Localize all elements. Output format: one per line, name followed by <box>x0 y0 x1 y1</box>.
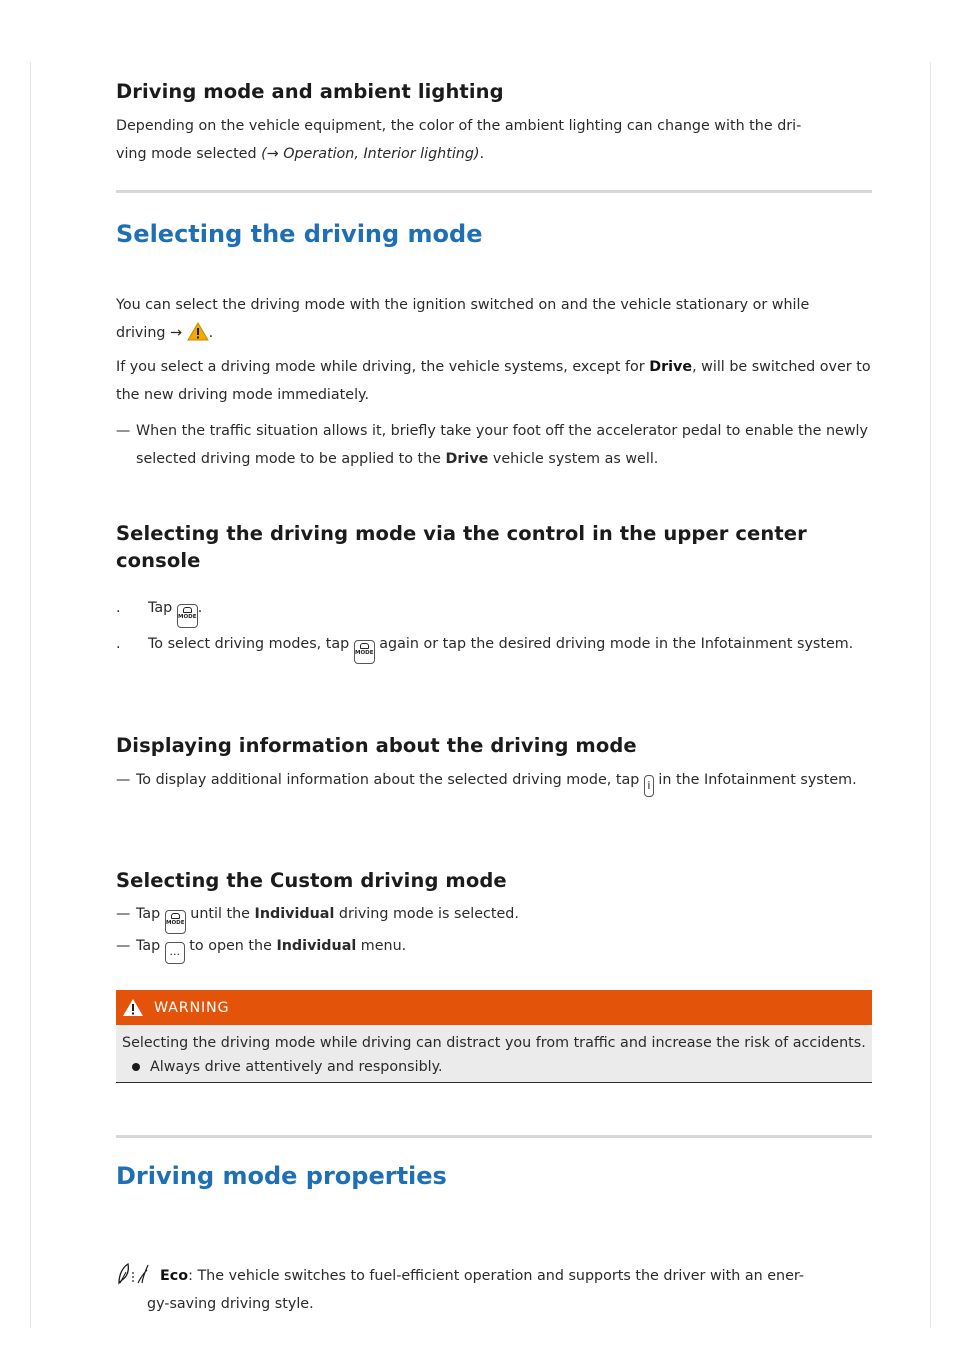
eco-mode-icon <box>116 1262 150 1286</box>
dash-marker: — <box>116 772 131 788</box>
step2-text-b: again or tap the desired driving mode in the Infotainment system. <box>374 636 854 652</box>
info-button-icon: i <box>644 775 654 797</box>
mode-button-icon: MODE <box>165 910 186 934</box>
dash-marker: — <box>116 906 131 922</box>
step-marker: . <box>116 600 121 616</box>
dash-item-text <box>136 932 406 964</box>
step1-text-a: Tap <box>148 600 177 616</box>
eco-description-line2: gy-saving driving style. <box>147 1296 314 1312</box>
step-marker: . <box>116 636 121 652</box>
drive-label: Drive <box>649 359 693 375</box>
dash-list-item <box>116 932 872 964</box>
p1-line2: driving → <box>116 325 183 341</box>
warning-triangle-icon <box>187 322 209 341</box>
p1-line1: You can select the driving mode with the ignition switched on and the vehicle stationary or while <box>116 297 810 313</box>
dash-item-text <box>136 766 857 797</box>
info-text-b: in the Infotainment system. <box>653 772 857 788</box>
dash1-text-b: vehicle system as well. <box>488 451 659 467</box>
ambient-text-line1: Depending on the vehicle equipment, the color of the ambient lighting can change with the dri- <box>116 118 802 134</box>
info-text-a: To display additional information about the selected driving mode, tap <box>136 772 644 788</box>
mode-button-icon: MODE <box>354 640 375 664</box>
step2-text-a: To select driving modes, tap <box>148 636 354 652</box>
step1-text-b: . <box>197 600 203 616</box>
heading-ambient-lighting: Driving mode and ambient lighting <box>116 80 504 103</box>
step-2 <box>116 630 872 664</box>
step-2-text <box>148 630 853 664</box>
warning-bullet-text: Always drive attentively and responsibly. <box>150 1059 443 1075</box>
custom2-text-b: to open the <box>184 938 277 954</box>
warning-box <box>116 990 872 1083</box>
ambient-text-end: . <box>479 146 485 162</box>
dash-list-item <box>116 900 872 934</box>
mode-button-icon: MODE <box>177 604 198 628</box>
p1-end: . <box>208 325 214 341</box>
eco-label: Eco <box>160 1268 189 1284</box>
dash-marker: — <box>116 938 131 954</box>
dash-item-text <box>136 417 872 473</box>
p2-text-a: If you select a driving mode while driving, the vehicle systems, except for <box>116 359 650 375</box>
dash-marker: — <box>116 423 131 439</box>
warning-header <box>116 990 872 1025</box>
dash-list-item <box>116 766 872 797</box>
warning-bullet <box>122 1054 866 1080</box>
selecting-paragraph-1 <box>116 291 872 347</box>
page-margin-left <box>30 62 31 1328</box>
ambient-text-line2: ving mode selected <box>116 146 262 162</box>
warning-triangle-icon <box>122 998 144 1017</box>
title-driving-mode-properties: Driving mode properties <box>116 1162 447 1190</box>
heading-custom-driving-mode: Selecting the Custom driving mode <box>116 869 507 892</box>
heading-upper-center-console: Selecting the driving mode via the control in the upper center console <box>116 522 807 572</box>
dash-item-text <box>136 900 519 934</box>
warning-label: WARNING <box>154 999 230 1016</box>
bullet-dot <box>132 1063 140 1071</box>
custom1-text-a: Tap <box>136 906 165 922</box>
custom2-text-a: Tap <box>136 938 165 954</box>
custom2-text-c: menu. <box>356 938 407 954</box>
individual-label: Individual <box>276 938 357 954</box>
p2-text-b: , will be switched over to the new driving mode immediately. <box>116 359 871 403</box>
page-margin-right <box>930 62 931 1328</box>
custom1-text-b: until the <box>185 906 255 922</box>
dash-list-item <box>116 417 872 473</box>
section-divider <box>116 190 872 193</box>
selecting-paragraph-2 <box>116 353 872 409</box>
more-button-icon: ... <box>165 942 185 964</box>
warning-text: Selecting the driving mode while driving can distract you from traffic and increase the risk of accidents. <box>122 1035 866 1051</box>
dash1-text-a: When the traffic situation allows it, briefly take your foot off the accelerator pedal to enable the newly selected driving mode to be applied to the <box>136 423 868 467</box>
individual-label: Individual <box>254 906 335 922</box>
step-1-text <box>148 594 202 628</box>
eco-text: : The vehicle switches to fuel-efficient operation and supports the driver with an ener- <box>188 1268 804 1284</box>
warning-body <box>116 1025 872 1083</box>
custom1-text-c: driving mode is selected. <box>334 906 519 922</box>
heading-displaying-information: Displaying information about the driving mode <box>116 734 637 757</box>
title-selecting-driving-mode: Selecting the driving mode <box>116 220 483 248</box>
drive-label: Drive <box>445 451 489 467</box>
eco-description <box>160 1262 872 1290</box>
ambient-lighting-text <box>116 112 872 168</box>
section-divider <box>116 1135 872 1138</box>
step-1 <box>116 594 872 628</box>
cross-reference-link[interactable]: (→ Operation, Interior lighting) <box>261 146 480 162</box>
